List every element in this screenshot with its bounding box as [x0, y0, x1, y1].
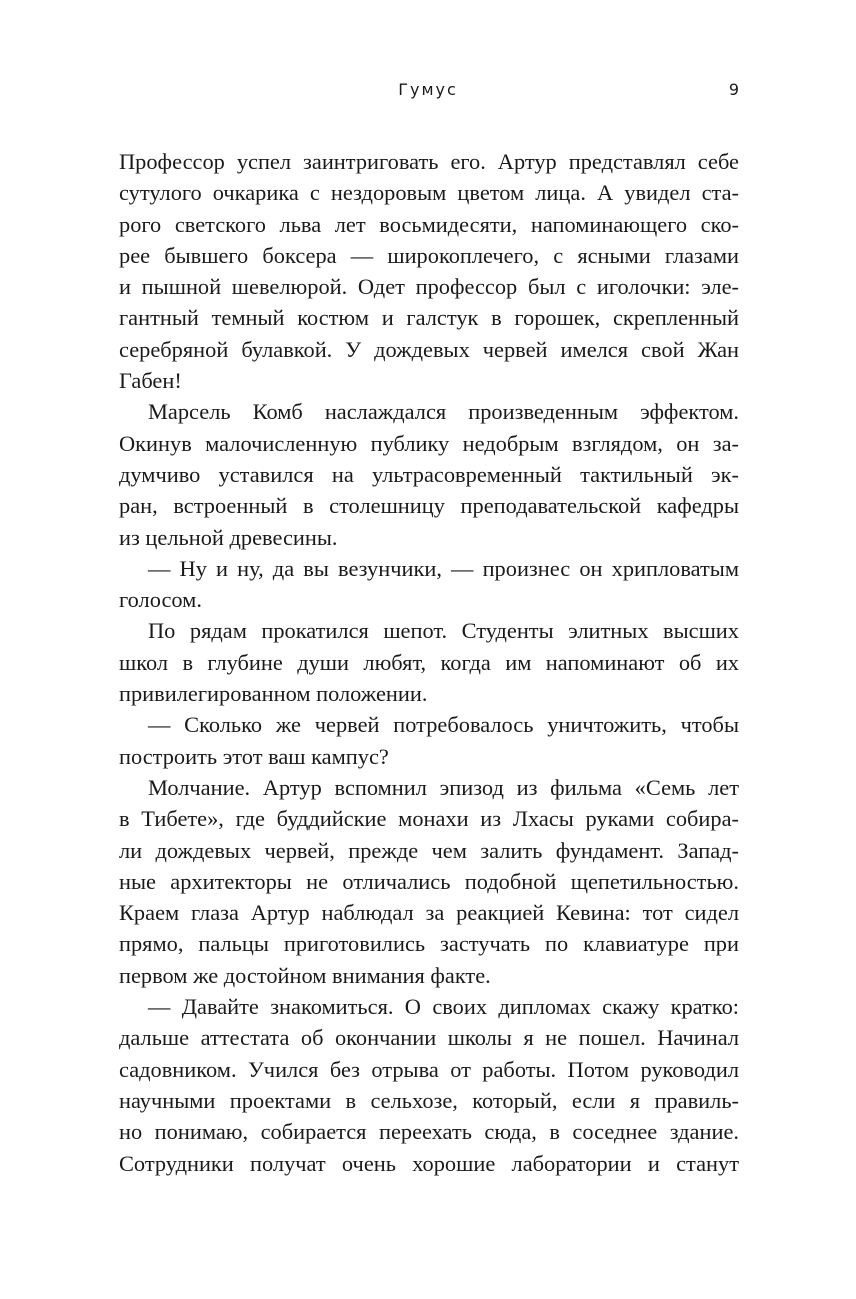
text-line: прямо, пальцы приготовились застучать по клавиатуре при: [119, 931, 739, 957]
text-line: — Ну и ну, да вы везунчики, — произнес он хрипловатым: [148, 555, 739, 581]
text-line: рого светского льва лет восьмидесяти, напоминающего ско-: [119, 211, 739, 237]
text-line: думчиво уставился на ультрасовременный тактильный эк-: [119, 461, 739, 487]
paragraph: [119, 396, 739, 552]
text-line: — Сколько же червей потребовалось уничтожить, чтобы: [148, 712, 739, 738]
text-line: Окинув малочисленную публику недобрым взглядом, он за-: [119, 430, 739, 456]
text-line: первом же достойном внимания факте.: [119, 962, 491, 988]
text-line: привилегированном положении.: [119, 681, 428, 707]
text-line: Сотрудники получат очень хорошие лаборатории и станут: [119, 1150, 739, 1176]
paragraph: [119, 146, 739, 396]
paragraph: [119, 991, 739, 1179]
text-line: ные архитекторы не отличались подобной щепетильностью.: [119, 868, 739, 894]
text-line: По рядам прокатился шепот. Студенты элитных высших: [148, 618, 739, 644]
text-line: — Давайте знакомиться. О своих дипломах скажу кратко:: [148, 994, 739, 1020]
text-line: Молчание. Артур вспомнил эпизод из фильма «Семь лет: [148, 774, 739, 800]
paragraph: [119, 709, 739, 772]
text-line: и пышной шевелюрой. Одет профессор был с иголочки: эле-: [119, 274, 739, 300]
text-line: гантный темный костюм и галстук в горошек, скрепленный: [119, 305, 739, 331]
text-line: рее бывшего боксера — широкоплечего, с ясными глазами: [119, 242, 739, 268]
text-line: ли дождевых червей, прежде чем залить фундамент. Запад-: [119, 837, 739, 863]
text-line: школ в глубине души любят, когда им напоминают об их: [119, 649, 739, 675]
paragraph: [119, 615, 739, 709]
text-line: Марсель Комб наслаждался произведенным эффектом.: [148, 399, 739, 425]
text-line: голосом.: [119, 587, 202, 613]
text-line: садовником. Учился без отрыва от работы. Потом руководил: [119, 1056, 739, 1082]
text-line: построить этот ваш кампус?: [119, 743, 389, 769]
running-title: Гумус: [398, 80, 458, 99]
text-line: Краем глаза Артур наблюдал за реакцией Кевина: тот сидел: [119, 900, 739, 926]
text-line: но понимаю, собирается переехать сюда, в соседнее здание.: [119, 1119, 739, 1145]
paragraph: [119, 553, 739, 616]
text-line: научными проектами в сельхозе, который, если я правиль-: [119, 1087, 739, 1113]
text-line: дальше аттестата об окончании школы я не пошел. Начинал: [119, 1025, 739, 1051]
text-line: сутулого очкарика с нездоровым цветом лица. А увидел ста-: [119, 180, 739, 206]
text-line: серебряной булавкой. У дождевых червей имелся свой Жан: [119, 336, 739, 362]
paragraph: [119, 772, 739, 991]
text-line: из цельной древесины.: [119, 524, 338, 550]
text-line: в Тибете», где буддийские монахи из Лхасы руками собира-: [119, 806, 739, 832]
page-number: 9: [728, 80, 739, 99]
body-text: [119, 146, 739, 1179]
text-line: ран, встроенный в столешницу преподавательской кафедры: [119, 493, 739, 519]
text-line: Профессор успел заинтриговать его. Артур представлял себе: [119, 149, 739, 174]
text-line: Габен!: [119, 368, 182, 394]
